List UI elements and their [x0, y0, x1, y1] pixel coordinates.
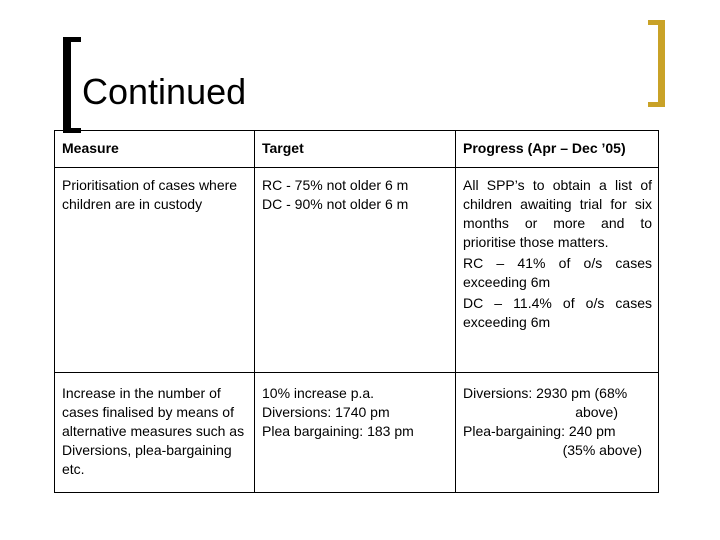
row1-target [255, 168, 456, 373]
row2-progress [456, 373, 659, 493]
slide-title: Continued [82, 71, 247, 112]
header-measure: Measure [55, 131, 255, 168]
title-bracket-left-top [63, 37, 81, 42]
title-bracket-right-top [648, 20, 665, 25]
row1-measure-text: Prioritisation of cases where children are in custody [62, 177, 238, 212]
table-row [55, 373, 659, 493]
header-target: Target [255, 131, 456, 168]
measures-table-container [54, 130, 658, 493]
measures-table [54, 130, 659, 493]
row1-progress-line-2: RC – 41% of o/s cases exceeding 6m [463, 255, 652, 290]
row1-target-line-1: RC - 75% not older 6 m [262, 177, 409, 193]
row2-target-line-3: Plea bargaining: 183 pm [262, 423, 414, 439]
row2-progress-line-4: (35% above) [562, 442, 642, 458]
row1-target-line-2: DC - 90% not older 6 m [262, 196, 409, 212]
row1-progress-line-3: DC – 11.4% of o/s cases exceeding 6m [463, 295, 652, 330]
title-bracket-right-bottom [648, 102, 665, 107]
row2-measure-text: Increase in the number of cases finalised by means of alternative measures such as Diversions, plea-bargaining etc. [62, 385, 245, 477]
table-row [55, 168, 659, 373]
row2-measure [55, 373, 255, 493]
row1-progress [456, 168, 659, 373]
row1-progress-line-1: All SPP’s to obtain a list of children awaiting trial for six months or more and to prioritise those matters. [463, 177, 652, 250]
row2-target [255, 373, 456, 493]
row2-progress-line-2: above) [575, 404, 618, 420]
row2-target-line-2: Diversions: 1740 pm [262, 404, 390, 420]
row2-target-line-1: 10% increase p.a. [262, 385, 375, 401]
row2-progress-line-1: Diversions: 2930 pm (68% [463, 385, 628, 401]
row1-measure [55, 168, 255, 373]
header-progress: Progress (Apr – Dec ’05) [456, 131, 659, 168]
row2-progress-line-3: Plea-bargaining: 240 pm [463, 423, 616, 439]
table-header-row [55, 131, 659, 168]
title-bracket-left [63, 37, 71, 133]
title-bracket-right [658, 20, 665, 107]
